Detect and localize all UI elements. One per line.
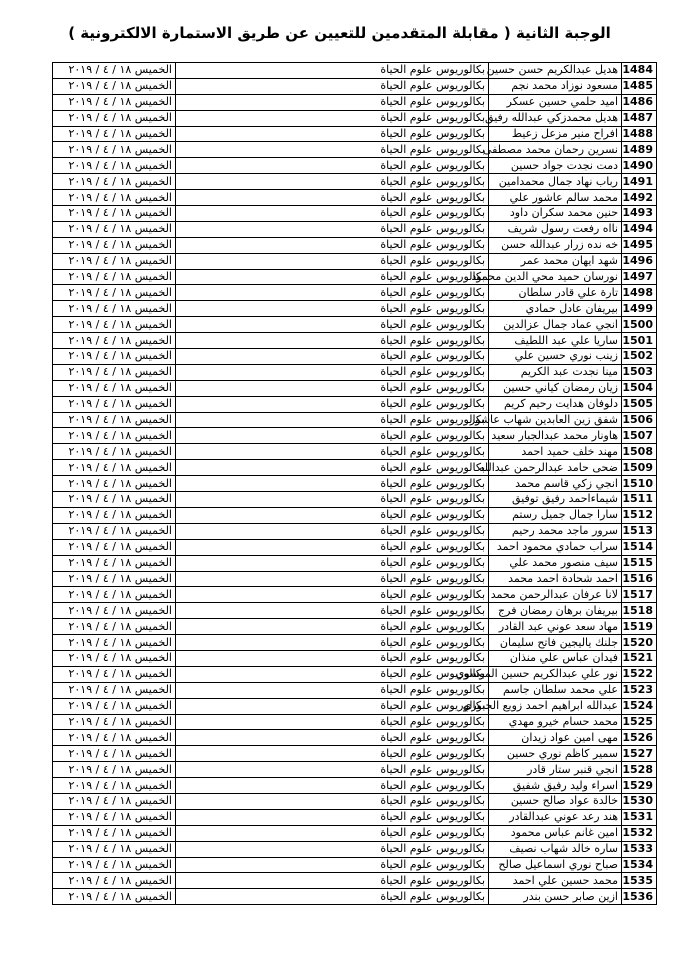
- degree-cell: بكالوريوس علوم الحياة: [176, 158, 489, 174]
- row-number: 1534: [622, 857, 657, 873]
- row-number: 1524: [622, 698, 657, 714]
- row-number: 1531: [622, 809, 657, 825]
- applicant-name: شفق زين العابدين شهاب عاشور: [489, 412, 622, 428]
- applicant-name: جلنك ياليجين فاتح سليمان: [489, 635, 622, 651]
- interview-date: الخميس ١٨ / ٤ / ٢٠١٩: [53, 523, 176, 539]
- row-number: 1516: [622, 571, 657, 587]
- interview-date: الخميس ١٨ / ٤ / ٢٠١٩: [53, 142, 176, 158]
- table-row: [53, 825, 657, 841]
- row-number: 1490: [622, 158, 657, 174]
- applicant-name: هند رعد عوني عبدالقادر: [489, 809, 622, 825]
- degree-cell: بكالوريوس علوم الحياة: [176, 428, 489, 444]
- degree-cell: بكالوريوس علوم الحياة: [176, 698, 489, 714]
- interview-date: الخميس ١٨ / ٤ / ٢٠١٩: [53, 682, 176, 698]
- degree-cell: بكالوريوس علوم الحياة: [176, 666, 489, 682]
- table-row: [53, 762, 657, 778]
- applicant-name: سمير كاظم نوري حسين: [489, 746, 622, 762]
- row-number: 1522: [622, 666, 657, 682]
- degree-cell: بكالوريوس علوم الحياة: [176, 619, 489, 635]
- interview-date: الخميس ١٨ / ٤ / ٢٠١٩: [53, 380, 176, 396]
- table-row: [53, 349, 657, 365]
- applicant-name: سارا جمال جميل رستم: [489, 507, 622, 523]
- applicant-name: ضحى حامد عبدالرحمن عبدالله: [489, 460, 622, 476]
- table-row: [53, 63, 657, 79]
- degree-cell: بكالوريوس علوم الحياة: [176, 603, 489, 619]
- table-row: [53, 746, 657, 762]
- interview-date: الخميس ١٨ / ٤ / ٢٠١٩: [53, 412, 176, 428]
- table-row: [53, 412, 657, 428]
- interview-date: الخميس ١٨ / ٤ / ٢٠١٩: [53, 825, 176, 841]
- interview-date: الخميس ١٨ / ٤ / ٢٠١٩: [53, 221, 176, 237]
- degree-cell: بكالوريوس علوم الحياة: [176, 507, 489, 523]
- row-number: 1518: [622, 603, 657, 619]
- row-number: 1502: [622, 349, 657, 365]
- degree-cell: بكالوريوس علوم الحياة: [176, 571, 489, 587]
- applicant-name: لانا عرفان عبدالرحمن محمد: [489, 587, 622, 603]
- table-row: [53, 396, 657, 412]
- table-row: [53, 110, 657, 126]
- degree-cell: بكالوريوس علوم الحياة: [176, 778, 489, 794]
- table-row: [53, 650, 657, 666]
- interview-date: الخميس ١٨ / ٤ / ٢٠١٩: [53, 507, 176, 523]
- degree-cell: بكالوريوس علوم الحياة: [176, 412, 489, 428]
- applicant-name: زينب نوري حسين علي: [489, 349, 622, 365]
- applicant-name: صباح نوري اسماعيل صالح: [489, 857, 622, 873]
- degree-cell: بكالوريوس علوم الحياة: [176, 460, 489, 476]
- applicant-name: مسعود نوزاد محمد نجم: [489, 78, 622, 94]
- table-row: [53, 206, 657, 222]
- applicant-name: عبدالله ابراهيم احمد زويع الجبوري: [489, 698, 622, 714]
- table-row: [53, 301, 657, 317]
- applicant-name: دمت نجدت جواد حسين: [489, 158, 622, 174]
- interview-date: الخميس ١٨ / ٤ / ٢٠١٩: [53, 126, 176, 142]
- interview-date: الخميس ١٨ / ٤ / ٢٠١٩: [53, 190, 176, 206]
- row-number: 1498: [622, 285, 657, 301]
- applicant-name: محمد حسام خيرو مهدي: [489, 714, 622, 730]
- degree-cell: بكالوريوس علوم الحياة: [176, 63, 489, 79]
- row-number: 1504: [622, 380, 657, 396]
- table-row: [53, 841, 657, 857]
- interview-date: الخميس ١٨ / ٤ / ٢٠١٩: [53, 873, 176, 889]
- degree-cell: بكالوريوس علوم الحياة: [176, 349, 489, 365]
- applicant-name: نورسان حميد محي الدين محمود: [489, 269, 622, 285]
- row-number: 1499: [622, 301, 657, 317]
- interview-date: الخميس ١٨ / ٤ / ٢٠١٩: [53, 444, 176, 460]
- table-row: [53, 555, 657, 571]
- degree-cell: بكالوريوس علوم الحياة: [176, 78, 489, 94]
- degree-cell: بكالوريوس علوم الحياة: [176, 301, 489, 317]
- table-row: [53, 571, 657, 587]
- table-row: [53, 285, 657, 301]
- degree-cell: بكالوريوس علوم الحياة: [176, 809, 489, 825]
- degree-cell: بكالوريوس علوم الحياة: [176, 793, 489, 809]
- table-row: [53, 221, 657, 237]
- row-number: 1536: [622, 889, 657, 905]
- degree-cell: بكالوريوس علوم الحياة: [176, 857, 489, 873]
- degree-cell: بكالوريوس علوم الحياة: [176, 285, 489, 301]
- degree-cell: بكالوريوس علوم الحياة: [176, 889, 489, 905]
- applicant-name: احمد شحادة احمد محمد: [489, 571, 622, 587]
- interview-date: الخميس ١٨ / ٤ / ٢٠١٩: [53, 237, 176, 253]
- table-row: [53, 619, 657, 635]
- degree-cell: بكالوريوس علوم الحياة: [176, 746, 489, 762]
- applicant-name: اسراء وليد رفيق شفيق: [489, 778, 622, 794]
- table-row: [53, 190, 657, 206]
- row-number: 1503: [622, 364, 657, 380]
- row-number: 1487: [622, 110, 657, 126]
- interview-date: الخميس ١٨ / ٤ / ٢٠١٩: [53, 619, 176, 635]
- table-row: [53, 778, 657, 794]
- degree-cell: بكالوريوس علوم الحياة: [176, 253, 489, 269]
- interview-date: الخميس ١٨ / ٤ / ٢٠١٩: [53, 396, 176, 412]
- interview-date: الخميس ١٨ / ٤ / ٢٠١٩: [53, 889, 176, 905]
- applicant-name: علي محمد سلطان جاسم: [489, 682, 622, 698]
- interview-date: الخميس ١٨ / ٤ / ٢٠١٩: [53, 110, 176, 126]
- applicant-name: نسرين رحمان محمد مصطفى: [489, 142, 622, 158]
- row-number: 1535: [622, 873, 657, 889]
- table-row: [53, 78, 657, 94]
- table-row: [53, 174, 657, 190]
- row-number: 1533: [622, 841, 657, 857]
- table-row: [53, 714, 657, 730]
- table-row: [53, 380, 657, 396]
- degree-cell: بكالوريوس علوم الحياة: [176, 492, 489, 508]
- interview-date: الخميس ١٨ / ٤ / ٢٠١٩: [53, 253, 176, 269]
- table-row: [53, 126, 657, 142]
- degree-cell: بكالوريوس علوم الحياة: [176, 523, 489, 539]
- table-row: [53, 364, 657, 380]
- applicant-name: انجي زكي قاسم محمد: [489, 476, 622, 492]
- table-row: [53, 142, 657, 158]
- applicant-name: خالدة عواد صالح حسين: [489, 793, 622, 809]
- interview-date: الخميس ١٨ / ٤ / ٢٠١٩: [53, 428, 176, 444]
- degree-cell: بكالوريوس علوم الحياة: [176, 587, 489, 603]
- degree-cell: بكالوريوس علوم الحياة: [176, 333, 489, 349]
- degree-cell: بكالوريوس علوم الحياة: [176, 317, 489, 333]
- row-number: 1515: [622, 555, 657, 571]
- row-number: 1521: [622, 650, 657, 666]
- table-row: [53, 698, 657, 714]
- interview-date: الخميس ١٨ / ٤ / ٢٠١٩: [53, 746, 176, 762]
- applicant-name: افراح منير مزعل زعيط: [489, 126, 622, 142]
- interview-date: الخميس ١٨ / ٤ / ٢٠١٩: [53, 650, 176, 666]
- table-row: [53, 889, 657, 905]
- applicant-name: زيان رمضان كياني حسين: [489, 380, 622, 396]
- table-row: [53, 428, 657, 444]
- degree-cell: بكالوريوس علوم الحياة: [176, 555, 489, 571]
- applicant-name: فيدان عباس علي منذان: [489, 650, 622, 666]
- interview-date: الخميس ١٨ / ٤ / ٢٠١٩: [53, 793, 176, 809]
- table-row: [53, 730, 657, 746]
- row-number: 1495: [622, 237, 657, 253]
- degree-cell: بكالوريوس علوم الحياة: [176, 730, 489, 746]
- degree-cell: بكالوريوس علوم الحياة: [176, 126, 489, 142]
- table-row: [53, 666, 657, 682]
- applicant-name: حنين محمد سكران داود: [489, 206, 622, 222]
- degree-cell: بكالوريوس علوم الحياة: [176, 190, 489, 206]
- degree-cell: بكالوريوس علوم الحياة: [176, 206, 489, 222]
- row-number: 1514: [622, 539, 657, 555]
- row-number: 1511: [622, 492, 657, 508]
- row-number: 1494: [622, 221, 657, 237]
- degree-cell: بكالوريوس علوم الحياة: [176, 364, 489, 380]
- row-number: 1497: [622, 269, 657, 285]
- interview-date: الخميس ١٨ / ٤ / ٢٠١٩: [53, 603, 176, 619]
- degree-cell: بكالوريوس علوم الحياة: [176, 380, 489, 396]
- degree-cell: بكالوريوس علوم الحياة: [176, 110, 489, 126]
- table-row: [53, 873, 657, 889]
- row-number: 1488: [622, 126, 657, 142]
- interview-date: الخميس ١٨ / ٤ / ٢٠١٩: [53, 158, 176, 174]
- applicant-name: سراب حمادي محمود احمد: [489, 539, 622, 555]
- row-number: 1486: [622, 94, 657, 110]
- applicant-name: مهند خلف حميد احمد: [489, 444, 622, 460]
- row-number: 1491: [622, 174, 657, 190]
- applicant-name: ساريا علي عبد اللطيف: [489, 333, 622, 349]
- row-number: 1525: [622, 714, 657, 730]
- interview-date: الخميس ١٨ / ٤ / ٢٠١٩: [53, 174, 176, 190]
- row-number: 1492: [622, 190, 657, 206]
- row-number: 1529: [622, 778, 657, 794]
- table-row: [53, 539, 657, 555]
- table-row: [53, 317, 657, 333]
- row-number: 1493: [622, 206, 657, 222]
- degree-cell: بكالوريوس علوم الحياة: [176, 682, 489, 698]
- table-row: [53, 682, 657, 698]
- applicant-name: امين غانم عباس محمود: [489, 825, 622, 841]
- applicant-name: خه نده زرار عبدالله حسن: [489, 237, 622, 253]
- degree-cell: بكالوريوس علوم الحياة: [176, 714, 489, 730]
- applicant-name: ازين صابر حسن بندر: [489, 889, 622, 905]
- row-number: 1517: [622, 587, 657, 603]
- applicant-name: هديل عبدالكريم حسن حسين: [489, 63, 622, 79]
- degree-cell: بكالوريوس علوم الحياة: [176, 444, 489, 460]
- table-row: [53, 603, 657, 619]
- row-number: 1528: [622, 762, 657, 778]
- degree-cell: بكالوريوس علوم الحياة: [176, 635, 489, 651]
- table-row: [53, 444, 657, 460]
- interview-date: الخميس ١٨ / ٤ / ٢٠١٩: [53, 714, 176, 730]
- degree-cell: بكالوريوس علوم الحياة: [176, 841, 489, 857]
- row-number: 1510: [622, 476, 657, 492]
- row-number: 1509: [622, 460, 657, 476]
- degree-cell: بكالوريوس علوم الحياة: [176, 762, 489, 778]
- interview-date: الخميس ١٨ / ٤ / ٢٠١٩: [53, 301, 176, 317]
- row-number: 1496: [622, 253, 657, 269]
- row-number: 1519: [622, 619, 657, 635]
- interview-date: الخميس ١٨ / ٤ / ٢٠١٩: [53, 730, 176, 746]
- table-row: [53, 857, 657, 873]
- interview-date: الخميس ١٨ / ٤ / ٢٠١٩: [53, 460, 176, 476]
- interview-date: الخميس ١٨ / ٤ / ٢٠١٩: [53, 539, 176, 555]
- applicant-name: بيريفان برهان رمضان فرج: [489, 603, 622, 619]
- degree-cell: بكالوريوس علوم الحياة: [176, 221, 489, 237]
- applicant-name: شيماءاحمد رفيق توفيق: [489, 492, 622, 508]
- applicants-table-body: [53, 63, 657, 905]
- table-row: [53, 635, 657, 651]
- applicant-name: انجي عماد جمال عزالدين: [489, 317, 622, 333]
- degree-cell: بكالوريوس علوم الحياة: [176, 539, 489, 555]
- interview-date: الخميس ١٨ / ٤ / ٢٠١٩: [53, 778, 176, 794]
- table-row: [53, 587, 657, 603]
- interview-date: الخميس ١٨ / ٤ / ٢٠١٩: [53, 317, 176, 333]
- table-row: [53, 158, 657, 174]
- degree-cell: بكالوريوس علوم الحياة: [176, 825, 489, 841]
- applicant-name: محمد حسين علي احمد: [489, 873, 622, 889]
- applicant-name: هاونار محمد عبدالجبار سعيد: [489, 428, 622, 444]
- interview-date: الخميس ١٨ / ٤ / ٢٠١٩: [53, 476, 176, 492]
- applicant-name: مهى امين عواد زيدان: [489, 730, 622, 746]
- interview-date: الخميس ١٨ / ٤ / ٢٠١٩: [53, 63, 176, 79]
- row-number: 1520: [622, 635, 657, 651]
- table-row: [53, 809, 657, 825]
- degree-cell: بكالوريوس علوم الحياة: [176, 873, 489, 889]
- table-row: [53, 523, 657, 539]
- interview-date: الخميس ١٨ / ٤ / ٢٠١٩: [53, 269, 176, 285]
- row-number: 1526: [622, 730, 657, 746]
- degree-cell: بكالوريوس علوم الحياة: [176, 650, 489, 666]
- interview-date: الخميس ١٨ / ٤ / ٢٠١٩: [53, 364, 176, 380]
- row-number: 1485: [622, 78, 657, 94]
- applicant-name: ساره خالد شهاب نصيف: [489, 841, 622, 857]
- interview-date: الخميس ١٨ / ٤ / ٢٠١٩: [53, 333, 176, 349]
- applicant-name: نور علي عبدالكريم حسين الموسوي: [489, 666, 622, 682]
- applicant-name: مهاد سعد عوني عبد القادر: [489, 619, 622, 635]
- table-row: [53, 476, 657, 492]
- row-number: 1507: [622, 428, 657, 444]
- interview-date: الخميس ١٨ / ٤ / ٢٠١٩: [53, 809, 176, 825]
- table-row: [53, 333, 657, 349]
- interview-date: الخميس ١٨ / ٤ / ٢٠١٩: [53, 349, 176, 365]
- interview-date: الخميس ١٨ / ٤ / ٢٠١٩: [53, 841, 176, 857]
- interview-date: الخميس ١٨ / ٤ / ٢٠١٩: [53, 78, 176, 94]
- interview-date: الخميس ١٨ / ٤ / ٢٠١٩: [53, 762, 176, 778]
- table-row: [53, 793, 657, 809]
- degree-cell: بكالوريوس علوم الحياة: [176, 142, 489, 158]
- applicant-name: انجي قنبر ستار قادر: [489, 762, 622, 778]
- interview-date: الخميس ١٨ / ٤ / ٢٠١٩: [53, 698, 176, 714]
- applicant-name: شهد ايهان محمد عمر: [489, 253, 622, 269]
- row-number: 1489: [622, 142, 657, 158]
- applicant-name: تارة علي قادر سلطان: [489, 285, 622, 301]
- applicant-name: محمد سالم عاشور علي: [489, 190, 622, 206]
- applicant-name: هديل محمدزكي عبدالله رفيق: [489, 110, 622, 126]
- row-number: 1532: [622, 825, 657, 841]
- table-row: [53, 492, 657, 508]
- interview-date: الخميس ١٨ / ٤ / ٢٠١٩: [53, 94, 176, 110]
- row-number: 1513: [622, 523, 657, 539]
- applicant-name: بيريفان عادل حمادي: [489, 301, 622, 317]
- row-number: 1506: [622, 412, 657, 428]
- table-row: [53, 460, 657, 476]
- row-number: 1505: [622, 396, 657, 412]
- interview-date: الخميس ١٨ / ٤ / ٢٠١٩: [53, 857, 176, 873]
- row-number: 1501: [622, 333, 657, 349]
- row-number: 1523: [622, 682, 657, 698]
- row-number: 1527: [622, 746, 657, 762]
- degree-cell: بكالوريوس علوم الحياة: [176, 174, 489, 190]
- interview-date: الخميس ١٨ / ٤ / ٢٠١٩: [53, 285, 176, 301]
- page-title: الوجبة الثانية ( مقابلة المتقدمين للتعيين عن طريق الاستمارة الالكترونية ): [68, 24, 611, 42]
- applicant-name: رباب نهاد جمال محمدامين: [489, 174, 622, 190]
- interview-date: الخميس ١٨ / ٤ / ٢٠١٩: [53, 666, 176, 682]
- applicant-name: اميد حلمي حسين عسكر: [489, 94, 622, 110]
- applicant-name: مينا نجدت عبد الكريم: [489, 364, 622, 380]
- applicant-name: دلوفان هدايت رحيم كريم: [489, 396, 622, 412]
- interview-date: الخميس ١٨ / ٤ / ٢٠١٩: [53, 635, 176, 651]
- degree-cell: بكالوريوس علوم الحياة: [176, 269, 489, 285]
- degree-cell: بكالوريوس علوم الحياة: [176, 94, 489, 110]
- table-row: [53, 507, 657, 523]
- table-row: [53, 269, 657, 285]
- degree-cell: بكالوريوس علوم الحياة: [176, 237, 489, 253]
- row-number: 1500: [622, 317, 657, 333]
- row-number: 1530: [622, 793, 657, 809]
- applicant-name: سرور ماجد محمد رحيم: [489, 523, 622, 539]
- interview-date: الخميس ١٨ / ٤ / ٢٠١٩: [53, 492, 176, 508]
- row-number: 1484: [622, 63, 657, 79]
- applicant-name: سيف منصور محمد علي: [489, 555, 622, 571]
- table-row: [53, 94, 657, 110]
- applicants-table: [52, 62, 657, 905]
- degree-cell: بكالوريوس علوم الحياة: [176, 476, 489, 492]
- interview-date: الخميس ١٨ / ٤ / ٢٠١٩: [53, 587, 176, 603]
- row-number: 1508: [622, 444, 657, 460]
- row-number: 1512: [622, 507, 657, 523]
- interview-date: الخميس ١٨ / ٤ / ٢٠١٩: [53, 555, 176, 571]
- interview-date: الخميس ١٨ / ٤ / ٢٠١٩: [53, 206, 176, 222]
- degree-cell: بكالوريوس علوم الحياة: [176, 396, 489, 412]
- table-row: [53, 253, 657, 269]
- interview-date: الخميس ١٨ / ٤ / ٢٠١٩: [53, 571, 176, 587]
- applicant-name: نااه رفعت رسول شريف: [489, 221, 622, 237]
- table-row: [53, 237, 657, 253]
